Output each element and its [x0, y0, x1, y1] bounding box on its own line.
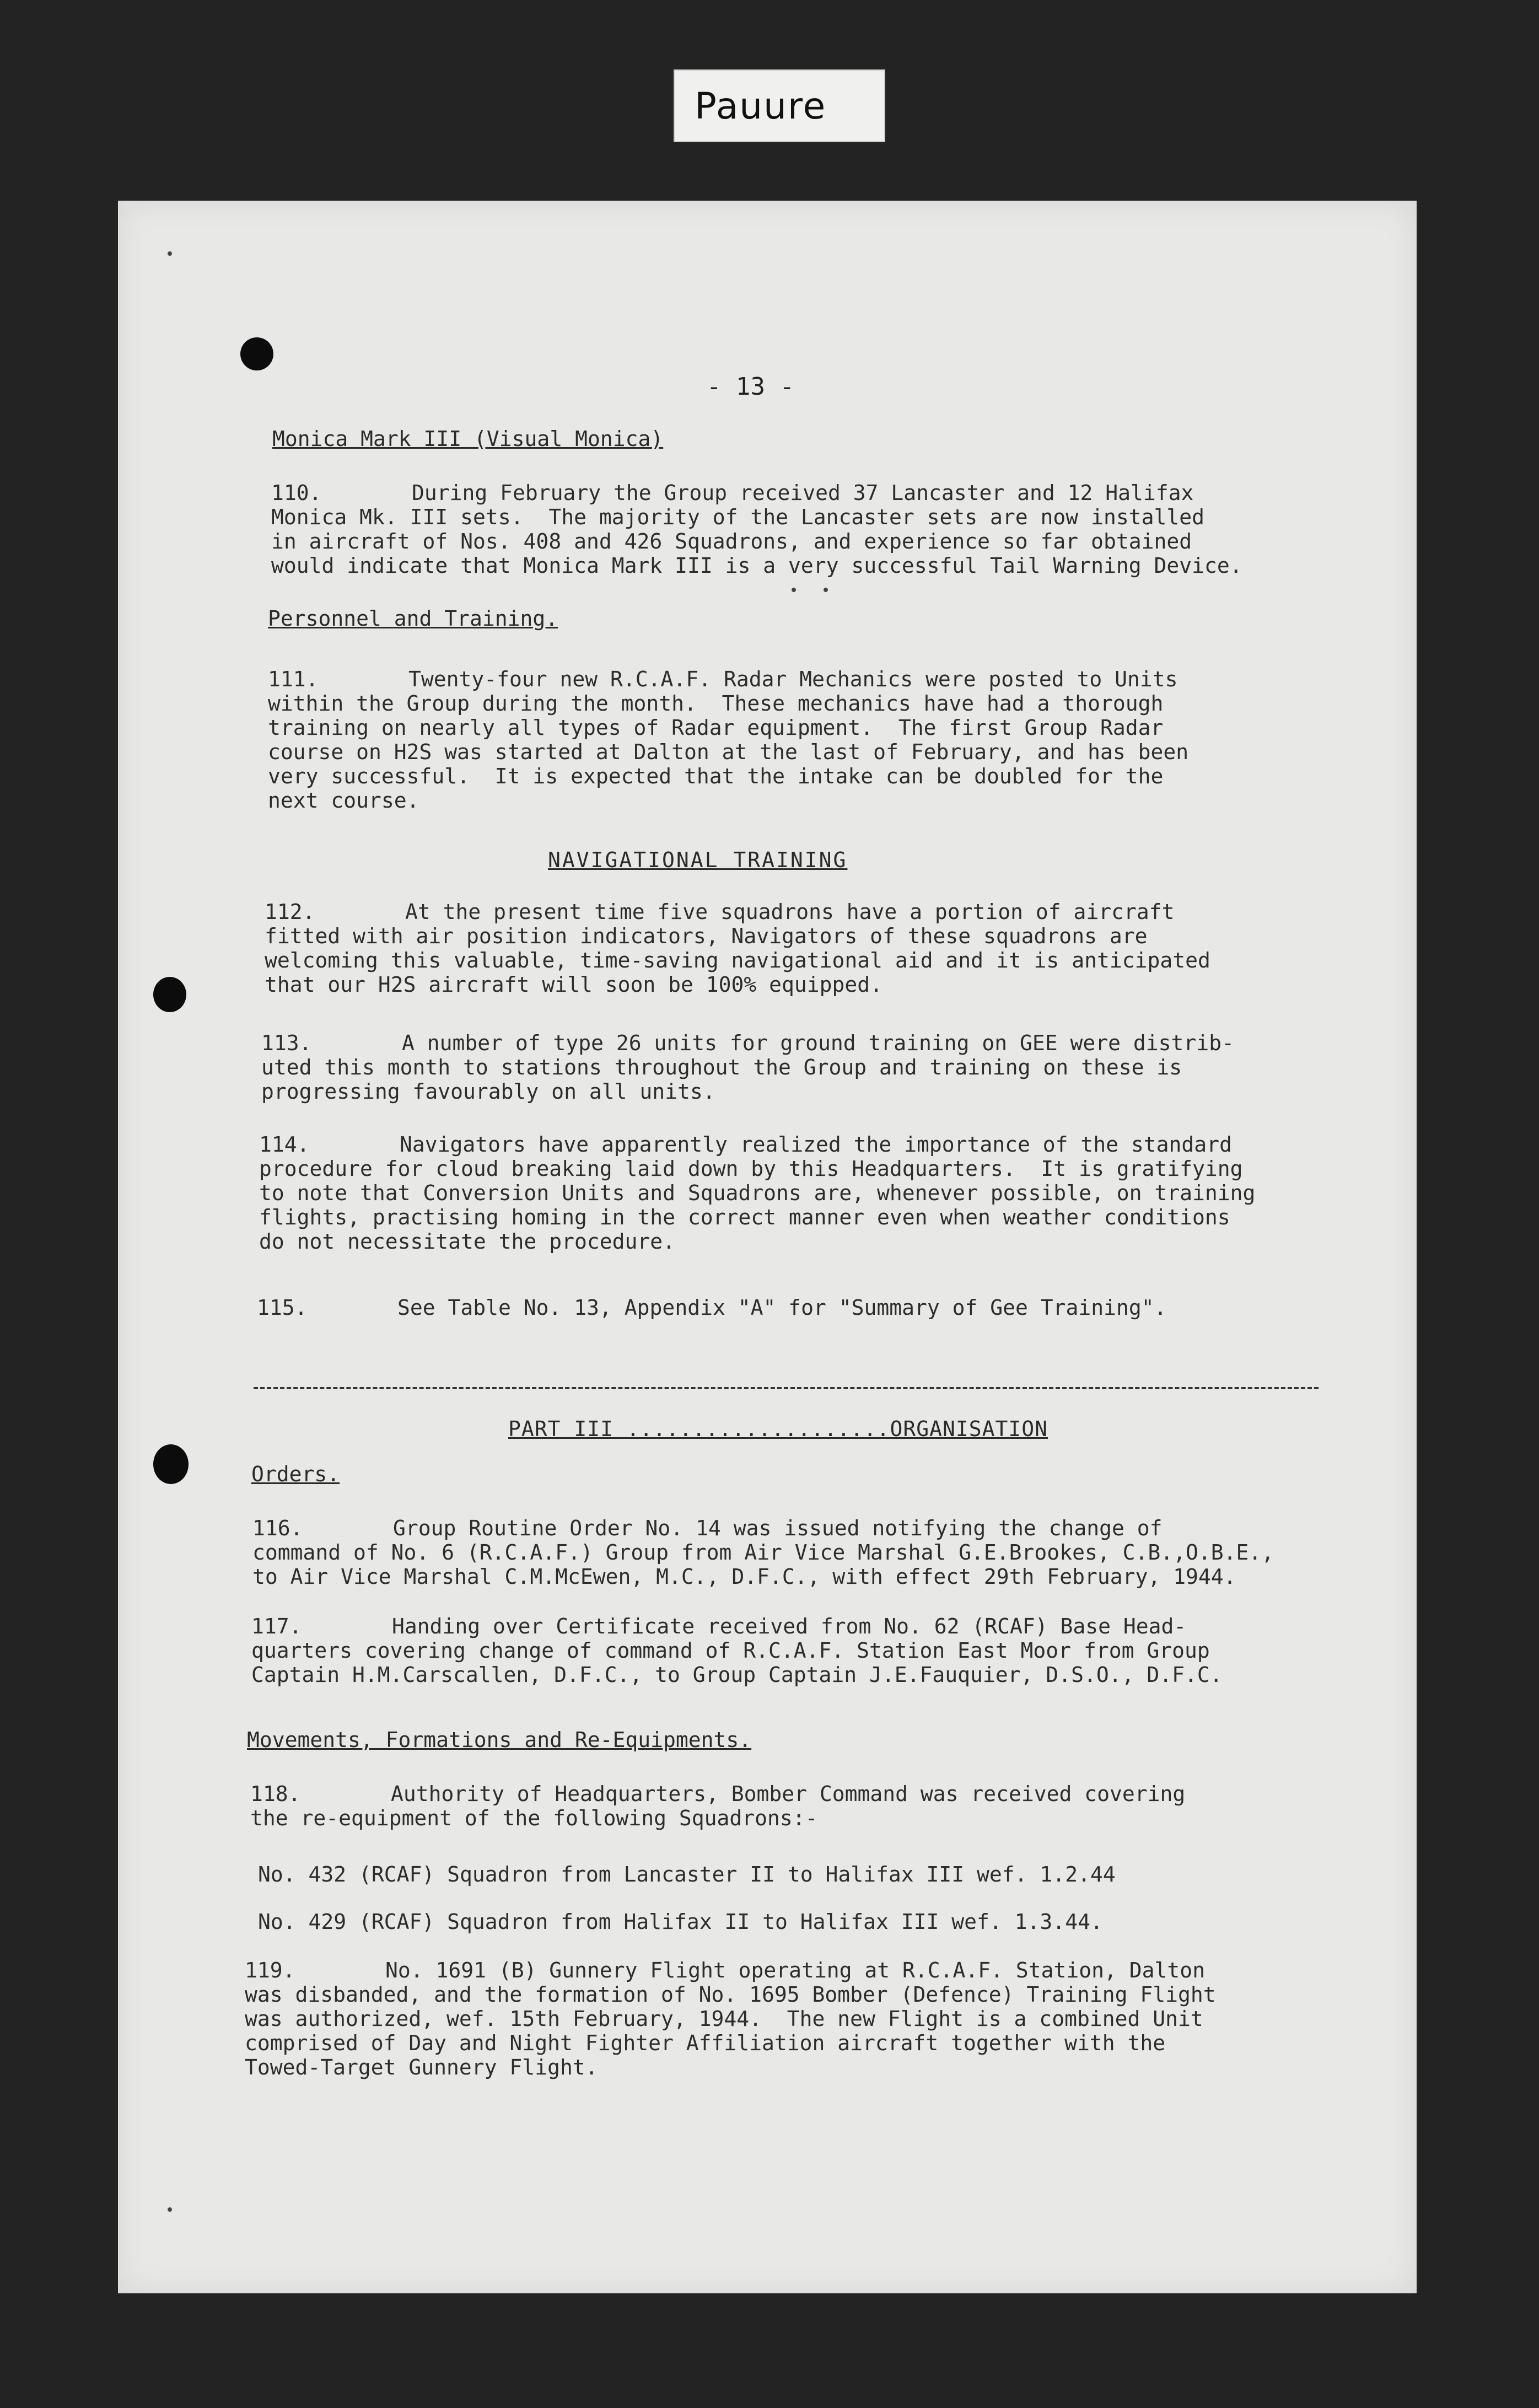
paragraph-number: 114. [259, 1132, 310, 1157]
section-heading-monica: Monica Mark III (Visual Monica) [272, 427, 664, 451]
section-heading-navigational: NAVIGATIONAL TRAINING [548, 848, 848, 872]
paragraph-118 [250, 1782, 1185, 1830]
paragraph-number: 118. [250, 1782, 301, 1806]
speck [168, 251, 172, 256]
paragraph-number: 117. [251, 1614, 302, 1638]
speck [824, 588, 828, 592]
paragraph-text: Authority of Headquarters, Bomber Command was received covering the re-equipment of the following Squadrons:- [250, 1782, 1186, 1830]
paragraph-116 [252, 1516, 1274, 1589]
paragraph-number: 116. [252, 1516, 303, 1540]
paragraph-text: At the present time five squadrons have a portion of aircraft fitted with air position indicators, Navigators of these squadrons are welcoming this valuable, time-saving navigational aid and it is anticipated that our H2S aircraft will soon be 100% equipped. [265, 900, 1210, 997]
paragraph-text: Navigators have apparently realized the importance of the standard procedure for cloud breaking laid down by this Headquarters. It is gratifying to note that Conversion Units and Squadrons are, whenever possible, on training flights, practising homing in the correct manner even when weather conditions do not necessitate the procedure. [259, 1132, 1256, 1254]
punch-hole-top [240, 337, 273, 370]
re-equipment-line-432: No. 432 (RCAF) Squadron from Lancaster II to Halifax III wef. 1.2.44 [258, 1862, 1116, 1886]
page-number: - 13 - [707, 373, 794, 401]
speck [792, 588, 796, 592]
paragraph-text: Twenty-four new R.C.A.F. Radar Mechanics were posted to Units within the Group during the month. These mechanics have had a thorough training on nearly all types of Radar equipment. The first Group Radar course on H2S was started at Dalton at the last of February, and has been very successful. It is expected that the intake can be doubled for the next course. [268, 667, 1189, 813]
punch-hole-bottom [153, 1444, 189, 1484]
section-heading-personnel: Personnel and Training. [268, 606, 558, 631]
paragraph-text: No. 1691 (B) Gunnery Flight operating at R.C.A.F. Station, Dalton was disbanded, and the formation of No. 1695 Bomber (Defence) Training Flight was authorized, wef. 15th February, 1944. The new Flight is a combined Unit comprised of Day and Night Fighter Affiliation aircraft together with the Towed-Target Gunnery Flight. [245, 1958, 1216, 2079]
paragraph-110 [271, 481, 1242, 578]
re-equipment-line-429: No. 429 (RCAF) Squadron from Halifax II to Halifax III wef. 1.3.44. [258, 1910, 1103, 1934]
paragraph-119 [245, 1958, 1216, 2079]
punch-hole-middle [153, 977, 186, 1012]
paragraph-number: 111. [268, 667, 319, 691]
paragraph-text: A number of type 26 units for ground training on GEE were distrib- uted this month to stations throughout the Group and training on these is progressing favourably on all units. [261, 1031, 1234, 1104]
paragraph-number: 113. [261, 1031, 312, 1055]
paragraph-111 [268, 667, 1188, 813]
document-page [118, 201, 1417, 2293]
paragraph-number: 119. [245, 1958, 295, 1982]
handwritten-label-tag [674, 69, 885, 142]
paragraph-number: 110. [271, 481, 322, 505]
paragraph-112 [265, 900, 1210, 997]
paragraph-115 [257, 1296, 1167, 1320]
paragraph-113 [261, 1031, 1234, 1104]
part-three-heading: PART III ....................ORGANISATION [508, 1417, 1048, 1441]
speck [168, 2207, 172, 2212]
paragraph-text: Group Routine Order No. 14 was issued notifying the change of command of No. 6 (R.C.A.F.) Group from Air Vice Marshal G.E.Brookes, C.B.,O.B.E., to Air Vice Marshal C.M.McEwen, M.C., D.F.C., with effect 29th February, 1944. [252, 1516, 1274, 1589]
paragraph-117 [251, 1614, 1223, 1687]
paragraph-text: Handing over Certificate received from No. 62 (RCAF) Base Head- quarters covering change of command of R.C.A.F. Station East Moor from Group Captain H.M.Carscallen, D.F.C., to Group Captain J.E.Fauquier, D.S.O., D.F.C. [251, 1614, 1223, 1687]
paragraph-number: 112. [265, 900, 315, 924]
paragraph-text: See Table No. 13, Appendix "A" for "Summary of Gee Training". [397, 1296, 1167, 1320]
paragraph-text: During February the Group received 37 Lancaster and 12 Halifax Monica Mk. III sets. The majority of the Lancaster sets are now installed in aircraft of Nos. 408 and 426 Squadrons, and experience so far obtained would indicate that Monica Mark III is a very successful Tail Warning Device. [271, 481, 1242, 578]
section-divider [254, 1387, 1319, 1389]
section-heading-orders: Orders. [251, 1462, 340, 1486]
section-heading-movements: Movements, Formations and Re-Equipments. [247, 1728, 752, 1752]
label-tag-text: Pauure [695, 85, 827, 127]
paragraph-number: 115. [257, 1296, 308, 1320]
paragraph-114 [259, 1132, 1255, 1254]
